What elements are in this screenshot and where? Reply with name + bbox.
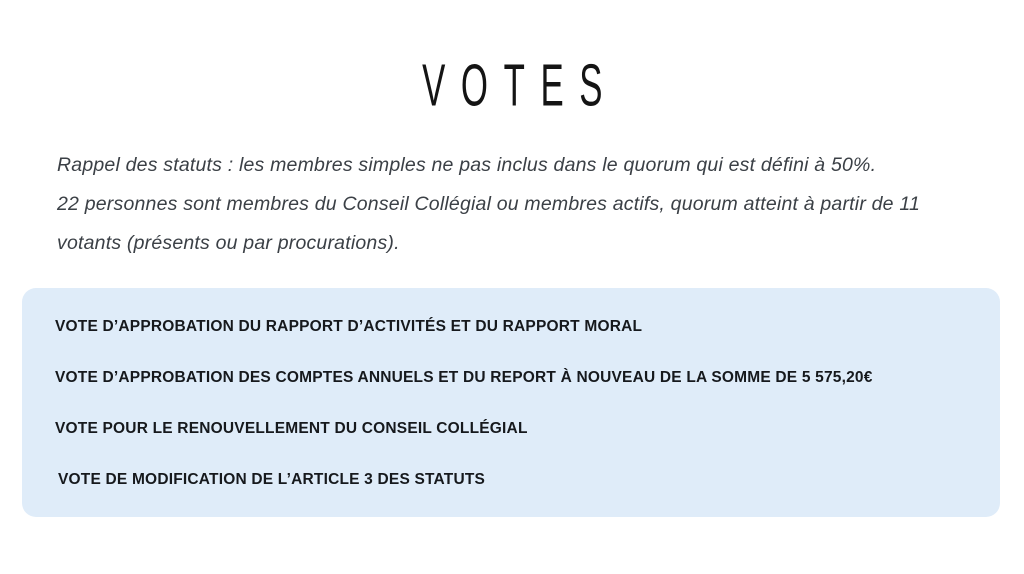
vote-item-renouvellement-conseil: VOTE POUR LE RENOUVELLEMENT DU CONSEIL COLLÉGIAL <box>55 420 528 437</box>
vote-item-comptes-annuels-report: VOTE D’APPROBATION DES COMPTES ANNUELS ET DU REPORT À NOUVEAU DE LA SOMME DE 5 575,20€ <box>55 369 873 386</box>
votes-panel <box>22 288 1000 517</box>
statutes-reminder-paragraph <box>57 146 920 263</box>
vote-item-rapport-activites-moral: VOTE D’APPROBATION DU RAPPORT D’ACTIVITÉS ET DU RAPPORT MORAL <box>55 318 643 335</box>
page-title: VOTES <box>421 52 618 119</box>
statutes-reminder-line-1: Rappel des statuts : les membres simples ne pas inclus dans le quorum qui est défini à 50%. <box>57 154 877 176</box>
statutes-reminder-line-3: votants (présents ou par procurations). <box>57 232 400 254</box>
statutes-reminder-line-2: 22 personnes sont membres du Conseil Collégial ou membres actifs, quorum atteint à partir de 11 <box>57 193 920 215</box>
vote-item-modification-article-3: VOTE DE MODIFICATION DE L’ARTICLE 3 DES STATUTS <box>58 471 486 488</box>
slide-header <box>0 52 1024 119</box>
